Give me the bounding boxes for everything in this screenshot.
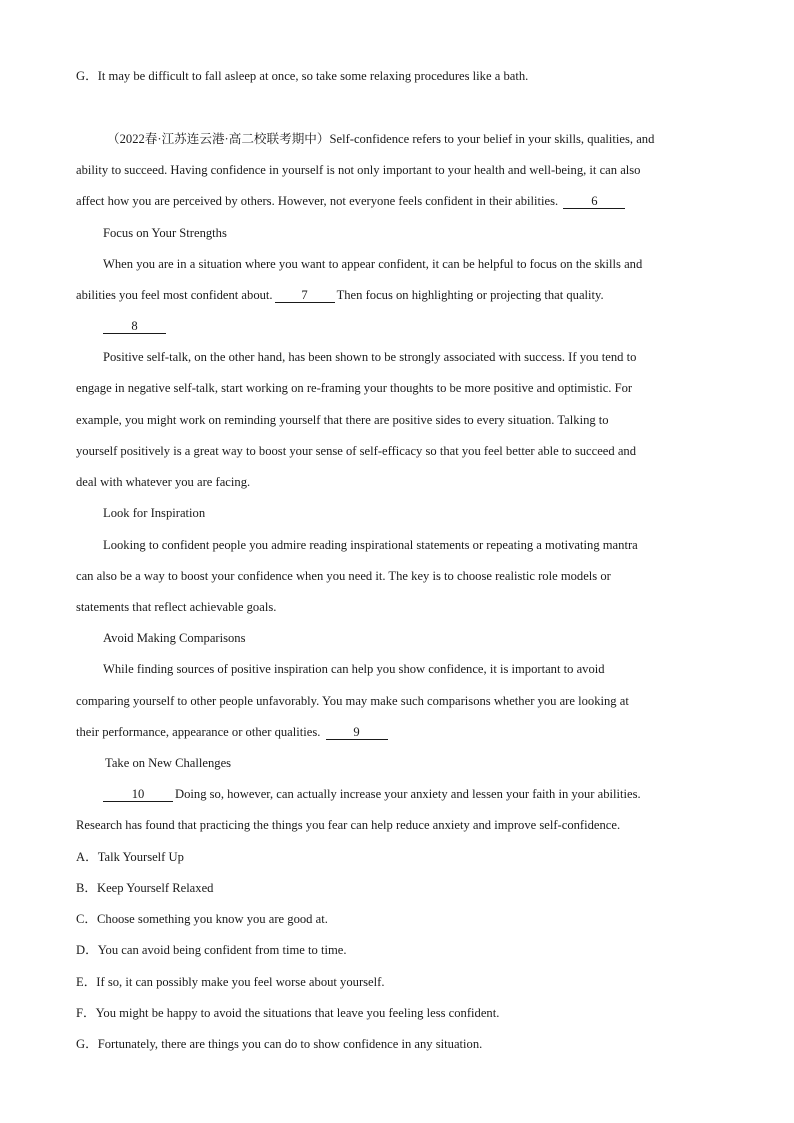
option-g[interactable]: G．Fortunately, there are things you can do to show confidence in any situation.: [76, 1037, 483, 1051]
paragraph-text: engage in negative self-talk, start working on re-framing your thoughts to be more positive and optimistic. For: [76, 381, 633, 395]
section-heading: Look for Inspiration: [103, 506, 206, 520]
paragraph-text: When you are in a situation where you want to appear confident, it can be helpful to focus on the skills and: [103, 257, 643, 271]
paragraph-text: their performance, appearance or other qualities.: [76, 725, 321, 739]
paragraph-text: can also be a way to boost your confidence when you need it. The key is to choose realistic role models or: [76, 569, 611, 583]
blank-6[interactable]: 6: [563, 195, 625, 209]
option-b[interactable]: B．Keep Yourself Relaxed: [76, 881, 214, 895]
blank-8[interactable]: 8: [103, 320, 166, 334]
section-heading: Avoid Making Comparisons: [103, 631, 246, 645]
paragraph-text: abilities you feel most confident about.: [76, 288, 273, 302]
paragraph-text: affect how you are perceived by others. However, not everyone feels confident in their abilities.: [76, 194, 559, 208]
option-c[interactable]: C．Choose something you know you are good at.: [76, 912, 328, 926]
paragraph-text: Self-confidence refers to your belief in your skills, qualities, and: [329, 132, 655, 146]
paragraph-text: deal with whatever you are facing.: [76, 475, 251, 489]
blank-10[interactable]: 10: [103, 788, 173, 802]
blank-7[interactable]: 7: [275, 289, 335, 303]
paragraph-line: [76, 193, 721, 209]
paragraph-text: ability to succeed. Having confidence in yourself is not only important to your health and well-being, it can also: [76, 163, 641, 177]
paragraph-text: Positive self-talk, on the other hand, has been shown to be strongly associated with success. If you tend to: [103, 350, 637, 364]
paragraph-line: [103, 318, 721, 334]
paragraph-text: Doing so, however, can actually increase your anxiety and lessen your faith in your abilities.: [175, 787, 641, 801]
passage-first-line: [107, 131, 725, 147]
section-heading: Take on New Challenges: [105, 756, 232, 770]
paragraph-text: example, you might work on reminding yourself that there are positive sides to every situation. Talking to: [76, 413, 609, 427]
paragraph-text: While finding sources of positive inspiration can help you show confidence, it is important to avoid: [103, 662, 605, 676]
option-e[interactable]: E．If so, it can possibly make you feel worse about yourself.: [76, 975, 385, 989]
paragraph-text: comparing yourself to other people unfavorably. You may make such comparisons whether you are looking at: [76, 694, 629, 708]
option-f[interactable]: F．You might be happy to avoid the situations that leave you feeling less confident.: [76, 1006, 500, 1020]
paragraph-text: Looking to confident people you admire reading inspirational statements or repeating a motivating mantra: [103, 538, 638, 552]
paragraph-text: yourself positively is a great way to boost your sense of self-efficacy so that you feel better able to succeed and: [76, 444, 637, 458]
option-d[interactable]: D．You can avoid being confident from time to time.: [76, 943, 347, 957]
blank-9[interactable]: 9: [326, 726, 388, 740]
section-heading: Focus on Your Strengths: [103, 226, 227, 240]
paragraph-text: Research has found that practicing the things you fear can help reduce anxiety and improve self-confidence.: [76, 818, 621, 832]
previous-option-g: G．It may be difficult to fall asleep at once, so take some relaxing procedures like a bath.: [76, 69, 529, 83]
paragraph-line: [103, 786, 721, 802]
paragraph-text: Then focus on highlighting or projecting that quality.: [336, 288, 604, 302]
paragraph-line: [76, 287, 721, 303]
paragraph-text: statements that reflect achievable goals.: [76, 600, 277, 614]
option-a[interactable]: A．Talk Yourself Up: [76, 850, 184, 864]
paragraph-line: [76, 724, 721, 740]
source-label: （2022春·江苏连云港·高二校联考期中）: [107, 132, 330, 146]
